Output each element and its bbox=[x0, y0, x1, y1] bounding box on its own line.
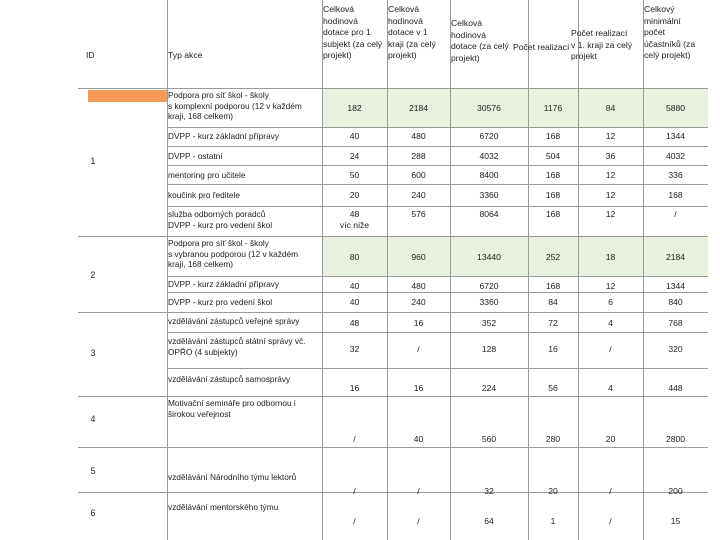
value-cell: 50 bbox=[349, 170, 360, 180]
value-cell: 504 bbox=[545, 151, 561, 161]
value-cell: 16 bbox=[413, 318, 424, 328]
value-cell: 224 bbox=[481, 383, 497, 393]
group-id: 2 bbox=[90, 270, 96, 280]
value-note: víc niže bbox=[339, 220, 370, 230]
header-col-1: Celková hodinová dotace pro 1 subjekt (za celý projekt) bbox=[323, 4, 383, 60]
value-cell: 1344 bbox=[665, 281, 686, 291]
value-cell: 480 bbox=[411, 281, 426, 291]
value-cell: 168 bbox=[668, 190, 683, 200]
value-cell: 2800 bbox=[665, 434, 686, 444]
value-cell: 168 bbox=[545, 281, 561, 291]
row-type-label: vzdělávání mentorského týmu bbox=[168, 502, 279, 512]
group-id: 6 bbox=[90, 508, 96, 518]
value-cell: 15 bbox=[670, 516, 681, 526]
value-cell: 240 bbox=[411, 190, 426, 200]
value-cell: 168 bbox=[545, 209, 561, 219]
value-cell: 8400 bbox=[479, 170, 499, 180]
row-divider bbox=[167, 146, 708, 147]
value-cell: / bbox=[674, 209, 677, 219]
value-cell: 1344 bbox=[665, 131, 686, 141]
col-divider-3 bbox=[450, 0, 451, 540]
value-cell: 24 bbox=[349, 151, 360, 161]
value-cell: 840 bbox=[668, 297, 683, 307]
value-cell: 36 bbox=[605, 151, 616, 161]
value-cell: 240 bbox=[411, 297, 426, 307]
value-cell: 252 bbox=[545, 252, 561, 262]
value-cell: 48 bbox=[349, 209, 360, 219]
col-divider-6 bbox=[643, 0, 644, 540]
value-cell: 1176 bbox=[543, 103, 563, 113]
value-cell: 56 bbox=[548, 383, 558, 393]
value-cell: 16 bbox=[548, 344, 558, 354]
value-cell: 128 bbox=[481, 344, 497, 354]
value-cell: 30576 bbox=[477, 103, 501, 113]
value-cell: 12 bbox=[605, 209, 616, 219]
value-cell: 18 bbox=[605, 252, 616, 262]
group-id: 4 bbox=[90, 414, 96, 424]
col-divider-2 bbox=[387, 0, 388, 540]
value-cell: 40 bbox=[349, 131, 360, 141]
value-cell: 16 bbox=[349, 383, 360, 393]
value-cell: 64 bbox=[484, 516, 494, 526]
value-cell: 182 bbox=[347, 103, 362, 113]
header-col-4: Počet realizací bbox=[513, 42, 570, 52]
value-cell: 4032 bbox=[479, 151, 499, 161]
value-cell: / bbox=[609, 486, 612, 496]
value-cell: 1 bbox=[550, 516, 556, 526]
value-cell: 200 bbox=[668, 486, 683, 496]
value-cell: 40 bbox=[349, 281, 360, 291]
value-cell: 768 bbox=[668, 318, 683, 328]
value-cell: 32 bbox=[349, 344, 360, 354]
value-cell: 576 bbox=[411, 209, 426, 219]
value-cell: / bbox=[609, 516, 612, 526]
row-type-label: vzdělávání Národního týmu lektorů bbox=[168, 472, 297, 482]
row-type-label: Motivační semináře pro odbornou i širokou veřejnost bbox=[168, 398, 296, 419]
value-cell: 168 bbox=[545, 170, 561, 180]
group-divider bbox=[78, 396, 708, 397]
value-cell: / bbox=[417, 344, 420, 354]
value-cell: 960 bbox=[411, 252, 426, 262]
value-cell: 6720 bbox=[479, 131, 499, 141]
value-cell: / bbox=[353, 434, 356, 444]
value-cell: 20 bbox=[548, 486, 558, 496]
value-cell: 2184 bbox=[408, 103, 429, 113]
value-cell: 3360 bbox=[479, 297, 499, 307]
row-type-label: Podpora pro síť škol - školy s komplexní podporou (12 v každém kraji, 168 celkem) bbox=[168, 90, 302, 122]
row-type-label: vzdělávání zástupců veřejné správy bbox=[168, 316, 300, 326]
value-cell: 48 bbox=[349, 318, 360, 328]
group-id: 1 bbox=[90, 156, 96, 166]
value-cell: 6 bbox=[608, 297, 613, 307]
value-cell: 13440 bbox=[477, 252, 501, 262]
value-cell: 72 bbox=[548, 318, 558, 328]
row-divider bbox=[167, 332, 708, 333]
row-type-label: vzdělávání zástupců státní správy vč. OPŘO (4 subjekty) bbox=[168, 336, 306, 357]
header-type: Typ akce bbox=[168, 50, 203, 60]
value-cell: 4 bbox=[608, 383, 613, 393]
value-cell: 5880 bbox=[665, 103, 686, 113]
row-divider bbox=[167, 206, 708, 207]
col-divider-1 bbox=[322, 0, 323, 540]
value-cell: 84 bbox=[548, 297, 558, 307]
header-col-5: Počet realizací v 1. kraji za celý projekt bbox=[571, 28, 633, 61]
row-divider bbox=[167, 184, 708, 185]
value-cell: 12 bbox=[605, 190, 616, 200]
value-cell: 6720 bbox=[479, 281, 499, 291]
value-cell: 20 bbox=[605, 434, 616, 444]
row-type-label: DVPP - kurz základní přípravy bbox=[168, 279, 279, 289]
row-type-label: DVPP - ostatní bbox=[168, 151, 223, 161]
value-cell: / bbox=[353, 486, 356, 496]
row-divider bbox=[167, 368, 708, 369]
value-cell: 600 bbox=[411, 170, 426, 180]
group-divider bbox=[78, 236, 708, 237]
value-cell: 280 bbox=[545, 434, 561, 444]
value-cell: 16 bbox=[413, 383, 424, 393]
row-divider bbox=[167, 127, 708, 128]
value-cell: 4032 bbox=[665, 151, 686, 161]
value-cell: 560 bbox=[481, 434, 497, 444]
value-cell: 320 bbox=[668, 344, 683, 354]
value-cell: / bbox=[417, 516, 420, 526]
header-col-6: Celkový minimální počet účastníků (za celý projekt) bbox=[644, 4, 696, 60]
header-id: ID bbox=[86, 50, 95, 60]
row-type-label: služba odborných poradců DVPP - kurz pro vedení škol bbox=[168, 209, 273, 230]
value-cell: 12 bbox=[605, 170, 616, 180]
header-col-3: Celková hodinová dotace (za celý projekt) bbox=[451, 18, 509, 63]
col-divider-4 bbox=[528, 0, 529, 540]
value-cell: 336 bbox=[668, 170, 683, 180]
group-divider bbox=[78, 312, 708, 313]
row-divider bbox=[167, 292, 708, 293]
value-cell: 8064 bbox=[479, 209, 499, 219]
group-id: 5 bbox=[90, 466, 96, 476]
value-cell: 12 bbox=[605, 281, 616, 291]
group-id: 3 bbox=[90, 348, 96, 358]
col-divider-type bbox=[167, 0, 168, 540]
value-cell: 40 bbox=[349, 297, 360, 307]
value-cell: 3360 bbox=[479, 190, 499, 200]
col-divider-5 bbox=[578, 0, 579, 540]
header-col-2: Celková hodinová dotace v 1 kraji (za celý projekt) bbox=[388, 4, 436, 60]
value-cell: / bbox=[609, 344, 612, 354]
row-type-label: mentoring pro učitele bbox=[168, 170, 246, 180]
row-divider bbox=[167, 276, 708, 277]
row-type-label: DVPP - kurz pro vedení škol bbox=[168, 297, 273, 307]
row-type-label: DVPP - kurz základní přípravy bbox=[168, 131, 279, 141]
value-cell: 2184 bbox=[665, 252, 686, 262]
value-cell: 352 bbox=[481, 318, 497, 328]
value-cell: 4 bbox=[608, 318, 613, 328]
value-cell: 168 bbox=[545, 131, 561, 141]
value-cell: 32 bbox=[484, 486, 494, 496]
value-cell: 12 bbox=[605, 131, 616, 141]
group-divider bbox=[78, 447, 708, 448]
table-sheet bbox=[78, 0, 708, 540]
header-divider bbox=[78, 88, 708, 89]
value-cell: / bbox=[353, 516, 356, 526]
row-type-label: koučink pro ředitele bbox=[168, 190, 240, 200]
value-cell: 20 bbox=[349, 190, 360, 200]
value-cell: 448 bbox=[668, 383, 683, 393]
value-cell: 480 bbox=[411, 131, 426, 141]
value-cell: 40 bbox=[413, 434, 424, 444]
value-cell: 80 bbox=[349, 252, 360, 262]
value-cell: / bbox=[417, 486, 420, 496]
value-cell: 288 bbox=[411, 151, 426, 161]
group-1-marker bbox=[88, 90, 168, 102]
row-type-label: vzdělávání zástupců samosprávy bbox=[168, 374, 291, 384]
row-divider bbox=[167, 165, 708, 166]
row-type-label: Podpora pro síť škol - školy s vybranou podporou (12 v každém kraji, 168 celkem) bbox=[168, 238, 299, 270]
value-cell: 168 bbox=[545, 190, 561, 200]
value-cell: 84 bbox=[605, 103, 616, 113]
